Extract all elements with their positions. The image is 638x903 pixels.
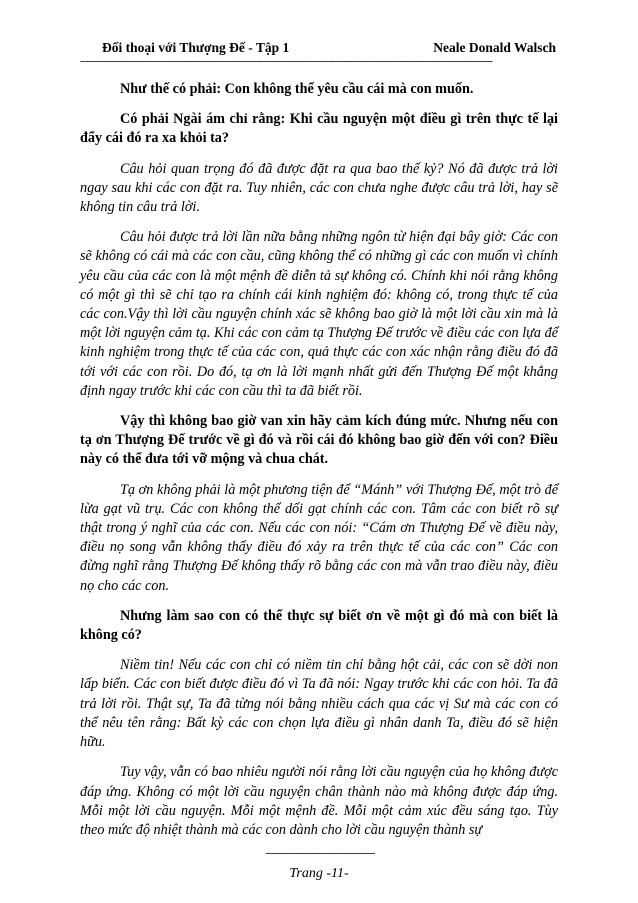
page-body bbox=[80, 80, 558, 851]
paragraph-answer: Tạ ơn không phải là một phương tiện để “Mánh” với Thượng Đế, một trò để lừa gạt vũ trụ. Các con không thể dối gạt chính các con. Tâm các con biết rõ sự thật trong ý nghĩ của các con. Nếu các con nói: “Cám ơn Thượng Đế về điều này, điều nọ song vẫn không thấy điều đó xảy ra trên thực tế của các con” Các con đừng nghĩ rằng Thượng Đế không thấy rõ bằng các con mà vẫn trao điều này, điều nọ cho các con. bbox=[80, 481, 558, 594]
paragraph-answer: Tuy vậy, vẫn có bao nhiêu người nói rằng lời cầu nguyện của họ không được đáp ứng. Không có một lời cầu nguyện chân thành nào mà không được đáp ứng. Mỗi một lời cầu nguyện. Mỗi một mệnh đề. Mỗi một cảm xúc đều sáng tạo. Tùy theo mức độ nhiệt thành mà các con dành cho lời cầu nguyện thành sự bbox=[80, 764, 558, 838]
header-divider: ------------------------------------------------------------------------------------------------------------------------------------------------------- bbox=[80, 56, 493, 67]
paragraph-answer: Niềm tin! Nếu các con chỉ có niềm tin chỉ bằng hột cải, các con sẽ dời non lấp biển. Các con biết được điều đó vì Ta đã nói: Ngay trước khi các con hỏi. Ta đã trả lời rồi. Thật sự, Ta đã từng nói bằng nhiều cách qua các vị Sư mà các con có thể nêu tên rằng: Bất kỳ các con chọn lựa điều gì nhân danh Ta, điều đó sẽ hiện hữu. bbox=[80, 657, 558, 751]
author-name: Neale Donald Walsch bbox=[433, 40, 556, 55]
paragraph-question: Có phải Ngài ám chỉ rằng: Khi cầu nguyện một điều gì trên thực tế lại đẩy cái đó ra xa khỏi ta? bbox=[80, 111, 558, 147]
book-title: Đối thoại với Thượng Đế - Tập 1 bbox=[102, 40, 290, 55]
paragraph-answer: Câu hỏi quan trọng đó đã được đặt ra qua bao thế kỷ? Nó đã được trả lời ngay sau khi các con đặt ra. Tuy nhiên, các con chưa nghe được câu trả lời, hay sẽ không tin câu trả lời. bbox=[80, 160, 558, 216]
paragraph-question: Như thế có phải: Con không thể yêu cầu cái mà con muốn. bbox=[120, 81, 474, 97]
paragraph-question: Vậy thì không bao giờ van xin hãy cảm kích đúng mức. Nhưng nếu con tạ ơn Thượng Đế trước về gì đó và rồi cái đó không bao giờ đến với con? Điều này có thể đưa tới vỡ mộng và chua chát. bbox=[80, 413, 558, 468]
page-number: Trang -11- bbox=[289, 866, 349, 881]
paragraph-question: Nhưng làm sao con có thể thực sự biết ơn về một gì đó mà con biết là không có? bbox=[80, 607, 558, 644]
footer-divider: ---------------------------------------- bbox=[265, 848, 375, 859]
paragraph-answer: Câu hỏi được trả lời lần nữa bằng những ngôn từ hiện đại bây giờ: Các con sẽ không có cái mà các con cầu, cũng không thể có những gì các con muốn vì chính yêu cầu của các con là một mệnh đề diễn tả sự không có. Chính khi nói rằng không có một gì thì sẽ chỉ tạo ra chính cái kinh nghiệm đó: không có, trong thực tế của các con.Vậy thì lời cầu nguyện chính xác sẽ không bao giờ là một lời cầu xin mà là một lời nguyện cảm tạ. Khi các con cảm tạ Thượng Đế trước về điều các con lựa để kinh nghiệm trong thực tế của các con, quả thực các con xác nhận rằng điều đó đã tới với các con rồi. Do đó, tạ ơn là lời mạnh nhất gửi đến Thượng Đế một khẳng định ngay trước khi các con cầu thì ta đã biết rồi. bbox=[80, 229, 558, 399]
